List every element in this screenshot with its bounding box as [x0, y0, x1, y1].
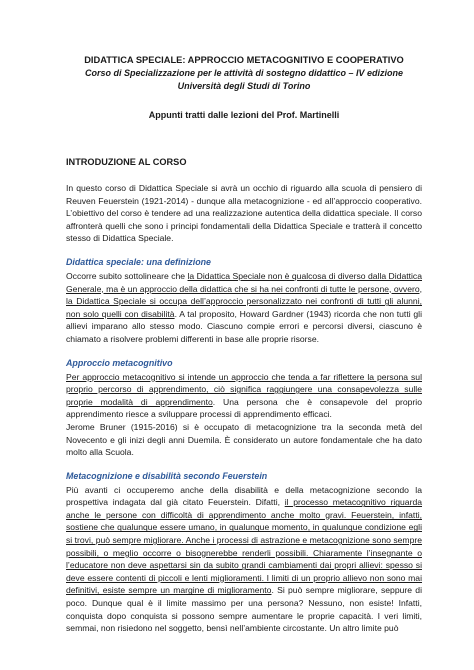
definition-text-underlined: la Didattica Speciale non è qualcosa di diverso dalla Didattica Generale, ma è un approccio della didattica che si ha nei confronti di tutte le persone, ovvero, la Didattica Speciale si occupa dell’approccio personalizzato nei confronti di tutti gli alunni, non solo quelli con disabilità	[66, 270, 422, 319]
bruner-paragraph: Jerome Bruner (1915-2016) si è occupato di metacognizione tra la seconda metà del Novecento e gli inizi degli anni Duemila. È considerato un autore fondamentale che ha dato molto alla Scuola.	[66, 421, 422, 458]
document-title: DIDATTICA SPECIALE: APPROCCIO METACOGNITIVO E COOPERATIVO	[84, 55, 404, 65]
feuerstein-text-post: . Si può sempre migliorare, seppure di poco. Dunque qual è il limite massimo per una persona? Nessuno, non esiste! Infatti, conquista dopo conquista si possono sempre aumentare le proprie capacità. I veri limiti, semmai, non risiedono nel soggetto, bensì nell’ambiente circostante. Un altro limite può	[66, 585, 422, 634]
course-subtitle: Corso di Specializzazione per le attività di sostegno didattico – IV edizione	[84, 68, 404, 78]
university-name: Università degli Studi di Torino	[177, 81, 311, 91]
definition-paragraph	[66, 270, 422, 346]
definition-text-post: . A tal proposito, Howard Gardner (1943) ricorda che non tutti gli allievi imparano allo stesso modo. Ciascuno compie errori e percorsi diversi, ciascuno è chiamato a risolvere problemi differenti in base alle proprie risorse.	[66, 308, 422, 344]
section-heading-metacognitive: Approccio metacognitivo	[66, 357, 173, 368]
section-heading-definition: Didattica speciale: una definizione	[66, 256, 211, 267]
feuerstein-text-underlined: il processo metacognitivo riguarda anche le persone con difficoltà di apprendimento anche molto gravi. Feuerstein, infatti, sostiene che qualunque essere umano, in qualunque momento, in qualunque condizione egli si trovi, può sempre migliorare. Anche i processi di astrazione e metacognizione sono sempre possibili, o meglio occorre o bisognerebbe renderli possibili. Chiaramente l’insegnante o l’educatore non deve aspettarsi sin da subito grandi cambiamenti dai propri allievi: spesso si deve essere contenti di piccoli e lenti miglioramenti. I limiti di un proprio allievo non sono mai definitivi, esiste sempre un margine di miglioramento	[66, 497, 423, 596]
feuerstein-paragraph	[66, 484, 422, 635]
feuerstein-text-pre: Più avanti ci occuperemo anche della disabilità e della metacognizione secondo la prospettiva indagata dal già citato Feuerstein. Difatti,	[66, 484, 422, 508]
metacognitive-text-underlined: Per approccio metacognitivo si intende un approccio che tenda a far riflettere la persona sul proprio percorso di apprendimento, ciò significa raggiungere una consapevolezza sulle proprie modalità di apprendimento	[66, 371, 422, 407]
document-header	[66, 0, 422, 122]
metacognitive-paragraph	[66, 371, 422, 421]
metacognitive-text-post: . Una persona che è consapevole del proprio apprendimento riesce a sviluppare processi di apprendimento efficaci.	[66, 396, 422, 420]
intro-heading: INTRODUZIONE AL CORSO	[66, 157, 187, 167]
definition-text-pre: Occorre subito sottolineare che	[66, 270, 188, 281]
intro-paragraph: In questo corso di Didattica Speciale si avrà un occhio di riguardo alla scuola di pensiero di Reuven Feuerstein (1921-2014) - dunque alla metacognizione - ed all’approccio cooperativo. L’obiettivo del corso è tendere ad una realizzazione autentica della didattica speciale. Il corso affronterà quelli che sono i principi fondamentali della Didattica Speciale e tratterà il concetto stesso di Didattica Speciale.	[66, 183, 422, 244]
lecture-notes-line: Appunti tratti dalle lezioni del Prof. Martinelli	[148, 110, 340, 120]
section-heading-feuerstein: Metacognizione e disabilità secondo Feuerstein	[66, 470, 268, 481]
